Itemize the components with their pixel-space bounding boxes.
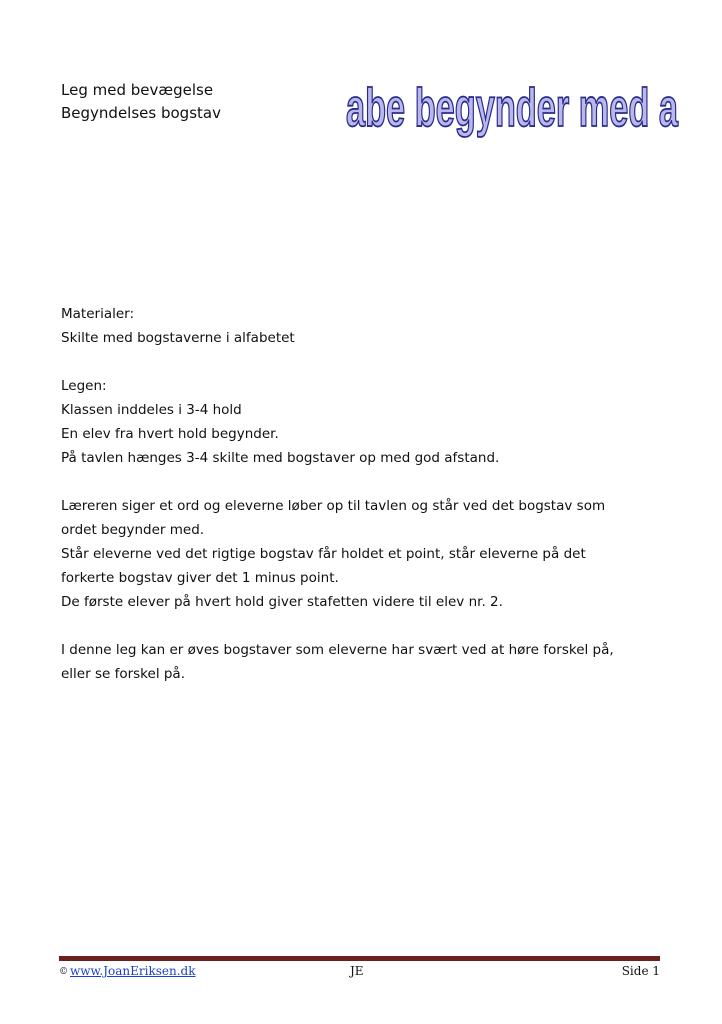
paragraph-gap bbox=[61, 470, 671, 494]
header-subtitle: Begyndelses bogstav bbox=[61, 104, 221, 122]
footer-initials: JE bbox=[350, 964, 364, 978]
rules-line: ordet begynder med. bbox=[61, 522, 205, 538]
footer-left bbox=[59, 962, 195, 981]
game-line: En elev fra hvert hold begynder. bbox=[61, 426, 279, 442]
document-body bbox=[61, 302, 671, 686]
website-link[interactable]: www.JoanEriksen.dk bbox=[70, 964, 196, 978]
rules-line: De første elever på hvert hold giver stafetten videre til elev nr. 2. bbox=[61, 594, 503, 610]
footer-divider bbox=[59, 956, 660, 961]
wordart-title bbox=[340, 68, 685, 148]
copyright-symbol: © bbox=[59, 967, 68, 977]
note-line: eller se forskel på. bbox=[61, 666, 185, 682]
rules-line: Står eleverne ved det rigtige bogstav får holdet et point, står eleverne på det bbox=[61, 546, 586, 562]
note-line: I denne leg kan er øves bogstaver som eleverne har svært ved at høre forskel på, bbox=[61, 642, 614, 658]
wordart-title-text: abe begynder med a bbox=[346, 77, 679, 138]
rules-line: Læreren siger et ord og eleverne løber op til tavlen og står ved det bogstav som bbox=[61, 498, 606, 514]
paragraph-gap bbox=[61, 614, 671, 638]
page-number: Side 1 bbox=[621, 964, 660, 978]
game-line: Klassen inddeles i 3-4 hold bbox=[61, 402, 242, 418]
game-heading: Legen: bbox=[61, 378, 107, 394]
header-title: Leg med bevægelse bbox=[61, 81, 214, 99]
page-footer bbox=[59, 962, 660, 980]
materials-heading: Materialer: bbox=[61, 306, 135, 322]
game-line: På tavlen hænges 3-4 skilte med bogstaver op med god afstand. bbox=[61, 450, 500, 466]
rules-line: forkerte bogstav giver det 1 minus point. bbox=[61, 570, 339, 586]
materials-text: Skilte med bogstaverne i alfabetet bbox=[61, 330, 295, 346]
document-header bbox=[61, 79, 221, 125]
paragraph-gap bbox=[61, 350, 671, 374]
